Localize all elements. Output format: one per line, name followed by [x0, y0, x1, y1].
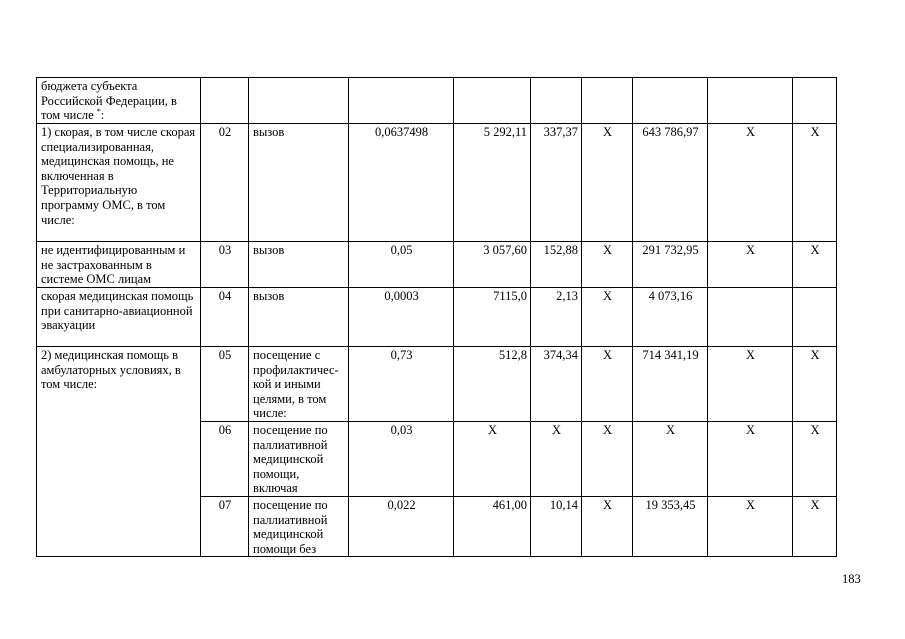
value-cell: 19 353,45	[633, 496, 708, 556]
page-number: 183	[842, 572, 861, 586]
row-code: 02	[201, 124, 249, 242]
unit-cell: вызов	[249, 288, 349, 347]
value-cell: 7115,0	[454, 288, 531, 347]
value-cell: X	[708, 124, 793, 242]
value-cell: X	[582, 288, 633, 347]
value-cell: X	[793, 496, 837, 556]
row-code: 05	[201, 347, 249, 422]
row-code: 04	[201, 288, 249, 347]
table-cell	[454, 78, 531, 124]
value-cell: 3 057,60	[454, 242, 531, 288]
row-label: 1) скорая, в том числе скорая специализированная, медицинская помощь, не включенная в Территориальную программу ОМС, в том числе:	[37, 124, 201, 242]
value-cell: X	[793, 347, 837, 422]
value-cell: 643 786,97	[633, 124, 708, 242]
value-cell: 337,37	[531, 124, 582, 242]
table-cell	[349, 78, 454, 124]
value-cell	[793, 288, 837, 347]
value-cell: 2,13	[531, 288, 582, 347]
value-cell: 512,8	[454, 347, 531, 422]
value-cell: X	[582, 347, 633, 422]
value-cell: 0,022	[349, 496, 454, 556]
table-cell	[633, 78, 708, 124]
value-cell: X	[582, 496, 633, 556]
table-row	[37, 124, 837, 242]
value-cell: X	[582, 422, 633, 497]
unit-cell: посещение по паллиативной медицинской помощи без	[249, 496, 349, 556]
table-row	[37, 242, 837, 288]
table-cell	[249, 78, 349, 124]
row-label: 2) медицинская помощь в амбулаторных условиях, в том числе:	[37, 347, 201, 557]
value-cell: 374,34	[531, 347, 582, 422]
table-cell	[531, 78, 582, 124]
value-cell: 461,00	[454, 496, 531, 556]
table-row	[37, 288, 837, 347]
unit-cell: вызов	[249, 124, 349, 242]
value-cell: X	[708, 496, 793, 556]
value-cell: X	[708, 422, 793, 497]
value-cell: X	[454, 422, 531, 497]
value-cell: 5 292,11	[454, 124, 531, 242]
row-label: скорая медицинская помощь при санитарно-авиационной эвакуации	[37, 288, 201, 347]
value-cell: 0,03	[349, 422, 454, 497]
table-row	[37, 78, 837, 124]
value-cell: 0,0003	[349, 288, 454, 347]
value-cell: X	[582, 242, 633, 288]
value-cell: X	[633, 422, 708, 497]
value-cell: 10,14	[531, 496, 582, 556]
table-row	[37, 347, 837, 422]
row-label: не идентифицированным и не застрахованным в системе ОМС лицам	[37, 242, 201, 288]
value-cell: X	[793, 422, 837, 497]
row-code: 07	[201, 496, 249, 556]
table-cell	[708, 78, 793, 124]
value-cell: 152,88	[531, 242, 582, 288]
value-cell: 0,05	[349, 242, 454, 288]
value-cell: X	[708, 347, 793, 422]
value-cell: X	[793, 242, 837, 288]
value-cell: 0,0637498	[349, 124, 454, 242]
value-cell: 714 341,19	[633, 347, 708, 422]
value-cell: 291 732,95	[633, 242, 708, 288]
value-cell	[708, 288, 793, 347]
row-code: 03	[201, 242, 249, 288]
value-cell: 0,73	[349, 347, 454, 422]
value-cell: 4 073,16	[633, 288, 708, 347]
unit-cell: посещение по паллиативной медицинской помощи, включая	[249, 422, 349, 497]
table-cell	[793, 78, 837, 124]
unit-cell: посещение с профилактичес-кой и иными целями, в том числе:	[249, 347, 349, 422]
row-code: 06	[201, 422, 249, 497]
value-cell: X	[531, 422, 582, 497]
row-label: бюджета субъекта Российской Федерации, в том числе *:	[37, 78, 201, 124]
value-cell: X	[793, 124, 837, 242]
budget-table	[36, 77, 837, 557]
value-cell: X	[708, 242, 793, 288]
value-cell: X	[582, 124, 633, 242]
unit-cell: вызов	[249, 242, 349, 288]
table-cell	[201, 78, 249, 124]
table-cell	[582, 78, 633, 124]
